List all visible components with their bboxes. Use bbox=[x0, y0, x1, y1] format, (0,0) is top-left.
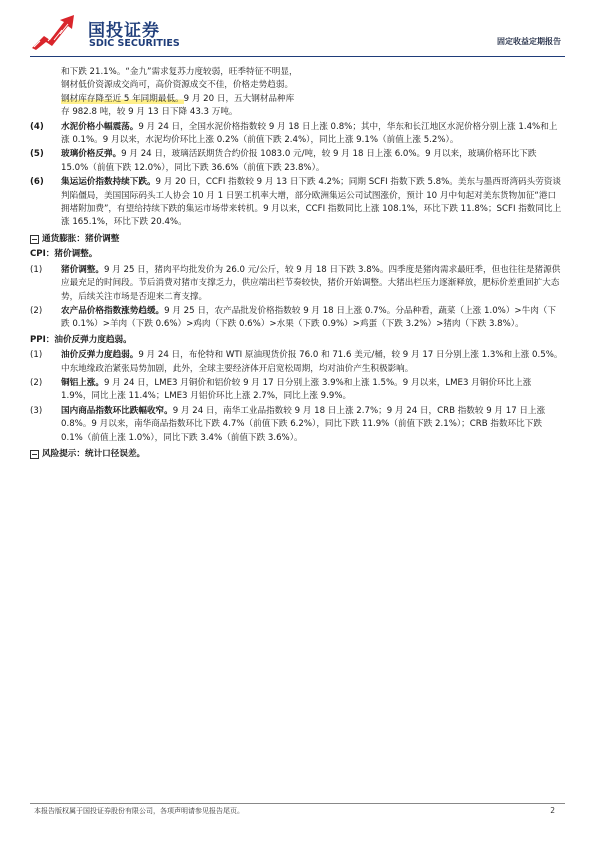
continuation-line-1: 和下跌 21.1%。“金九”需求复苏力度较弱，旺季特征不明显， bbox=[61, 67, 298, 77]
item-text: 9 月 25 日，农产品批发价格指数较 9 月 18 日上涨 0.7%。分品种看，蔬菜（上涨 1.0%）>牛肉（下跌 0.1%）>羊肉（下跌 0.6%）>鸡肉（下跌 0.6%）>水果（下跌 0.9%）>鸡蛋（下跌 3.2%）>猪肉（下跌 3.8%）。 bbox=[61, 305, 556, 330]
section-title: 风险提示：统计口径误差。 bbox=[42, 448, 146, 459]
item-text: 9 月 24 日，LME3 月铜价和铝价较 9 月 17 日分别上涨 3.9%和上涨 1.5%。9 月以来，LME3 月铜价环比上涨 1.9%，同比上涨 11.4%；LME3 月铝价环比上涨 2.7%，同比上涨 9.9%。 bbox=[61, 377, 532, 402]
item-text: 9 月 24 日，全国水泥价格指数较 9 月 18 日上涨 0.8%；其中，华东和长江地区水泥价格分别上涨 1.4%和上涨 0.1%。9 月以来，水泥均价环比上涨 0.2%（前值下跌 2.4%），同比上涨 9.1%（前值上涨 5.2%）。 bbox=[61, 121, 558, 146]
list-item bbox=[30, 349, 563, 376]
section-heading-inflation bbox=[30, 233, 563, 246]
report-body bbox=[30, 66, 563, 462]
page-number: 2 bbox=[550, 806, 555, 815]
item-number: (5) bbox=[30, 149, 44, 160]
list-item bbox=[30, 377, 563, 404]
logo-english-text: SDIC SECURITIES bbox=[89, 38, 180, 49]
item-number: (2) bbox=[30, 305, 43, 316]
ppi-heading: PPI：油价反弹力度趋弱。 bbox=[30, 334, 132, 345]
section-title: 通货膨胀：猪价调整 bbox=[42, 233, 120, 244]
list-item bbox=[30, 176, 563, 230]
item-title: 水泥价格小幅震荡。 bbox=[61, 121, 139, 132]
list-item bbox=[30, 148, 563, 175]
item-number: (6) bbox=[30, 177, 44, 188]
item-text: 9 月 24 日，南华工业品指数较 9 月 18 日上涨 2.7%；9 月 24 日，CRB 指数较 9 月 17 日上涨 0.8%。9 月以来，南华商品指数环比下跌 4.7%（前值下跌 6.2%），同比下跌 11.9%（前值下跌 2.1%）；CRB 指数环比下跌 0.1%（前值上涨 1.0%），同比下跌 3.4%（前值下跌 3.6%）。 bbox=[61, 405, 546, 443]
item-title: 农产品价格指数涨势趋缓。 bbox=[61, 305, 165, 316]
item-number: (4) bbox=[30, 121, 44, 132]
company-logo bbox=[30, 14, 200, 54]
item-text: 9 月 24 日，布伦特和 WTI 原油现货价报 76.0 和 71.6 美元/桶，较 9 月 17 日分别上涨 1.3%和上涨 0.5%。中东地缘政治紧张局势加剧，此外，全球主要经济体开启宽松周期，均对油价产生积极影响。 bbox=[61, 350, 563, 374]
list-item bbox=[30, 405, 563, 445]
item-text: 9 月 25 日，猪肉平均批发价为 26.0 元/公斤，较 9 月 18 日下跌 3.8%。四季度是猪肉需求最旺季，但也往往是猪源供应最充足的时间段。节后消费对猪市支撑乏力，供应端出栏节奏较快，猪价开始调整。大猪出栏压力逐渐释放，肥标价差重回扩大态势，后续关注市场是否迎来二育支撑。 bbox=[61, 264, 561, 302]
continuation-line-3: 9 月 20 日，五大钢材品种库 bbox=[183, 93, 295, 104]
list-item bbox=[30, 264, 563, 304]
footer-divider bbox=[30, 803, 565, 804]
item-title: 国内商品指数环比跌幅收窄。 bbox=[61, 405, 173, 416]
footer-disclaimer: 本报告版权属于国投证券股份有限公司，各项声明请参见报告尾页。 bbox=[34, 807, 244, 815]
list-item bbox=[30, 121, 563, 148]
section-collapse-icon bbox=[30, 450, 39, 459]
report-type: 固定收益定期报告 bbox=[497, 37, 561, 46]
list-item bbox=[30, 305, 563, 332]
header-divider bbox=[30, 56, 565, 57]
cpi-heading: CPI：猪价调整。 bbox=[30, 249, 98, 260]
continuation-paragraph bbox=[61, 66, 563, 120]
highlighted-text: 钢材库存降至近 5 年同期最低。 bbox=[61, 93, 184, 104]
item-number: (2) bbox=[30, 377, 43, 388]
item-title: 油价反弹力度趋弱。 bbox=[61, 350, 139, 361]
section-heading-risk bbox=[30, 448, 563, 461]
item-title: 猪价调整。 bbox=[61, 264, 104, 275]
logo-mark-icon bbox=[30, 14, 84, 50]
item-text: 9 月 20 日，CCFI 指数较 9 月 13 日下跌 4.2%；同期 SCFI 指数下跌 5.8%。美东与墨西哥湾码头劳资谈判陷僵局，美国国际码头工人协会 10 月 1 日罢工机率大增，部分欧洲集运公司试图涨价，预计 10 月中旬起对美东货物加征“港口拥堵附加费”，有望给持续下跌的集运市场带来转机。9 月以来，CCFI 指数同比上涨 108.1%，环比下跌 11.8%；SCFI 指数同比上涨 165.1%，环比下跌 20.4%。 bbox=[61, 177, 562, 228]
continuation-line-4: 存 982.8 吨，较 9 月 13 日下降 43.3 万吨。 bbox=[61, 107, 238, 118]
item-title: 集运运价指数持续下跌。 bbox=[61, 177, 156, 188]
continuation-line-2: 钢材低价资源成交尚可，高价资源成交不佳，价格走势趋弱。 bbox=[61, 80, 294, 91]
item-title: 玻璃价格反弹。 bbox=[61, 149, 122, 160]
item-title: 铜铝上涨。 bbox=[61, 377, 104, 388]
item-number: (1) bbox=[30, 264, 43, 275]
item-number: (3) bbox=[30, 405, 43, 416]
logo-chinese-text: 国投证券 bbox=[88, 21, 160, 41]
item-number: (1) bbox=[30, 350, 43, 361]
item-text: 9 月 24 日，玻璃活跃期货合约价报 1083.0 元/吨，较 9 月 18 日上涨 6.0%。9 月以来，玻璃价格环比下跌 15.0%（前值下跌 12.0%），同比下跌 36.6%（前值下跌 23.8%）。 bbox=[61, 149, 537, 173]
section-collapse-icon bbox=[30, 235, 39, 244]
